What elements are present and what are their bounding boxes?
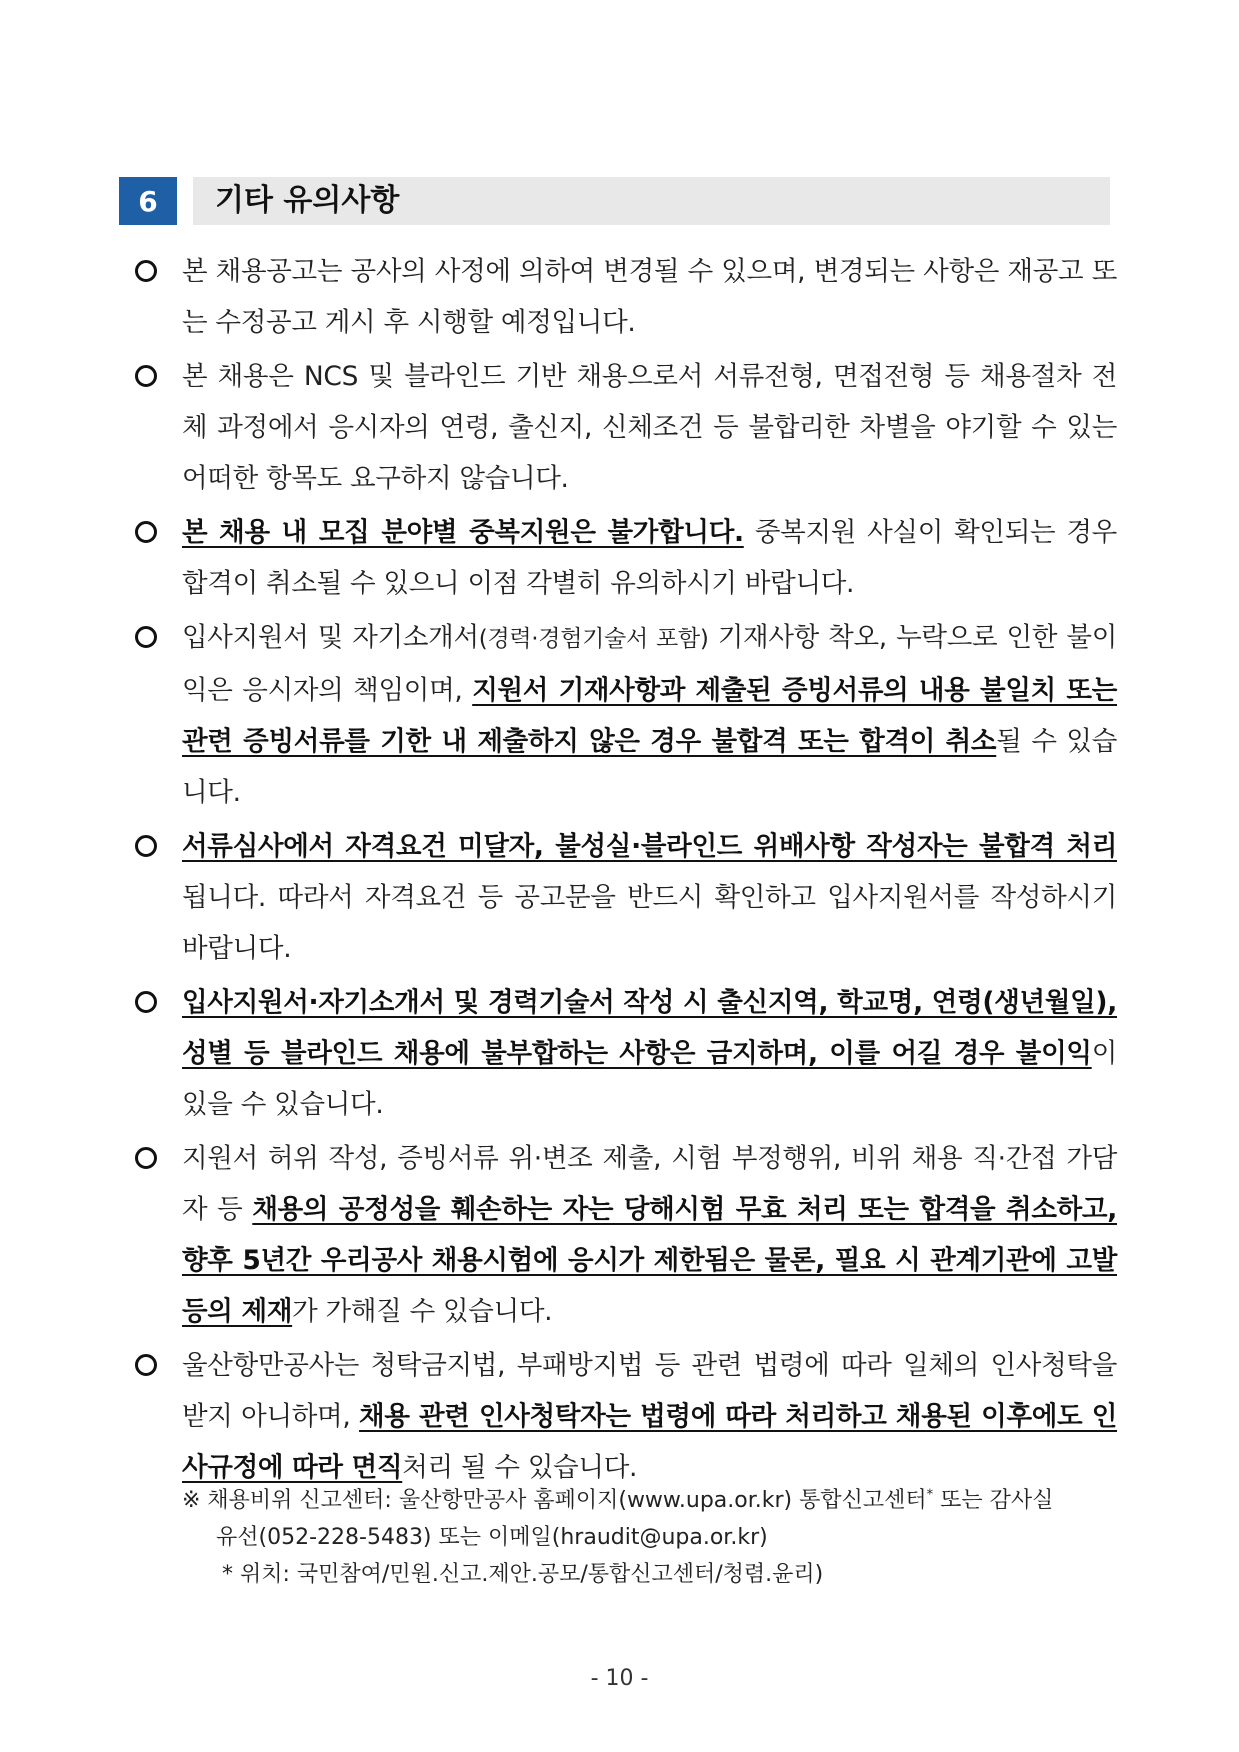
circle-bullet-icon	[135, 365, 157, 387]
item-emphasis: 본 채용 내 모집 분야별 중복지원은 불가합니다.	[182, 517, 744, 548]
item-text: 이 있을 수 있습니다.	[182, 1038, 1117, 1120]
circle-bullet-icon	[135, 835, 157, 857]
circle-bullet-icon	[135, 626, 157, 648]
list-item	[135, 351, 1117, 504]
item-text: 기재사항 착오, 누락으로 인한 불이익은 응시자의 책임이며,	[182, 622, 1117, 706]
list-item	[135, 1340, 1117, 1493]
note-text: 또는 감사실	[933, 1488, 1054, 1513]
section-title: 기타 유의사항	[215, 183, 400, 218]
list-item	[135, 246, 1117, 348]
circle-bullet-icon	[135, 1147, 157, 1169]
page-number: - 10 -	[590, 1666, 649, 1691]
note-line: 유선(052-228-5483) 또는 이메일(hraudit@upa.or.kr)	[216, 1525, 768, 1550]
item-text: 본 채용은 NCS 및 블라인드 기반 채용으로서 서류전형, 면접전형 등 채용절차 전체 과정에서 응시자의 연령, 출신지, 신체조건 등 불합리한 차별을 야기할 수 있는 어떠한 항목도 요구하지 않습니다.	[182, 361, 1117, 494]
circle-bullet-icon	[135, 1354, 157, 1376]
item-text: 처리 될 수 있습니다.	[402, 1452, 638, 1483]
item-emphasis: 채용의 공정성을 훼손하는 자는 당해시험 무효 처리 또는 합격을 취소하고, 향후 5년간 우리공사 채용시험에 응시가 제한됨은 물론, 필요 시 관계기관에 고발 등의 제재	[182, 1194, 1117, 1327]
item-small-text: (경력·경험기술서 포함)	[478, 626, 709, 652]
item-emphasis: 서류심사에서 자격요건 미달자, 불성실·블라인드 위배사항 작성자는 불합격 처리	[182, 831, 1117, 862]
item-emphasis: 지원서 기재사항과 제출된 증빙서류의 내용 불일치 또는 관련 증빙서류를 기한 내 제출하지 않은 경우 불합격 또는 합격이 취소	[182, 675, 1118, 757]
note-footnote-mark: *	[926, 1487, 934, 1503]
item-text: 가 가해질 수 있습니다.	[292, 1296, 553, 1327]
item-text: 본 채용공고는 공사의 사정에 의하여 변경될 수 있으며, 변경되는 사항은 재공고 또는 수정공고 게시 후 시행할 예정입니다.	[182, 256, 1117, 338]
list-item	[135, 977, 1117, 1130]
circle-bullet-icon	[135, 991, 157, 1013]
item-text: 중복지원 사실이 확인되는 경우 합격이 취소될 수 있으니 이점 각별히 유의하시기 바랍니다.	[182, 517, 1117, 599]
item-text: 지원서 허위 작성, 증빙서류 위·변조 제출, 시험 부정행위, 비위 채용 직·간접 가담자 등	[182, 1143, 1117, 1225]
section-number-badge: 6	[119, 177, 177, 225]
reporting-notes	[182, 1482, 1122, 1593]
list-item	[135, 612, 1117, 818]
list-item	[135, 1133, 1117, 1337]
notice-list	[135, 246, 1117, 1496]
note-footnote: * 위치: 국민참여/민원.신고.제안.공모/통합신고센터/청렴.윤리)	[222, 1562, 824, 1587]
circle-bullet-icon	[135, 260, 157, 282]
item-text: 입사지원서 및 자기소개서	[182, 622, 479, 653]
list-item	[135, 821, 1117, 974]
section-header	[119, 177, 1110, 225]
item-emphasis: 채용 관련 인사청탁자는 법령에 따라 처리하고 채용된 이후에도 인사규정에 따라 면직	[182, 1401, 1118, 1483]
item-text: 될 수 있습니다.	[182, 726, 1117, 808]
circle-bullet-icon	[135, 521, 157, 543]
note-line	[182, 1482, 1122, 1519]
note-text: ※ 채용비위 신고센터: 울산항만공사 홈페이지(www.upa.or.kr) 통합신고센터	[182, 1488, 927, 1513]
item-text: 울산항만공사는 청탁금지법, 부패방지법 등 관련 법령에 따라 일체의 인사청탁을 받지 아니하며,	[182, 1350, 1117, 1432]
list-item	[135, 507, 1117, 609]
item-emphasis: 입사지원서·자기소개서 및 경력기술서 작성 시 출신지역, 학교명, 연령(생년월일), 성별 등 블라인드 채용에 불부합하는 사항은 금지하며, 이를 어길 경우 불이익	[182, 987, 1117, 1069]
item-text: 됩니다. 따라서 자격요건 등 공고문을 반드시 확인하고 입사지원서를 작성하시기 바랍니다.	[182, 882, 1117, 964]
